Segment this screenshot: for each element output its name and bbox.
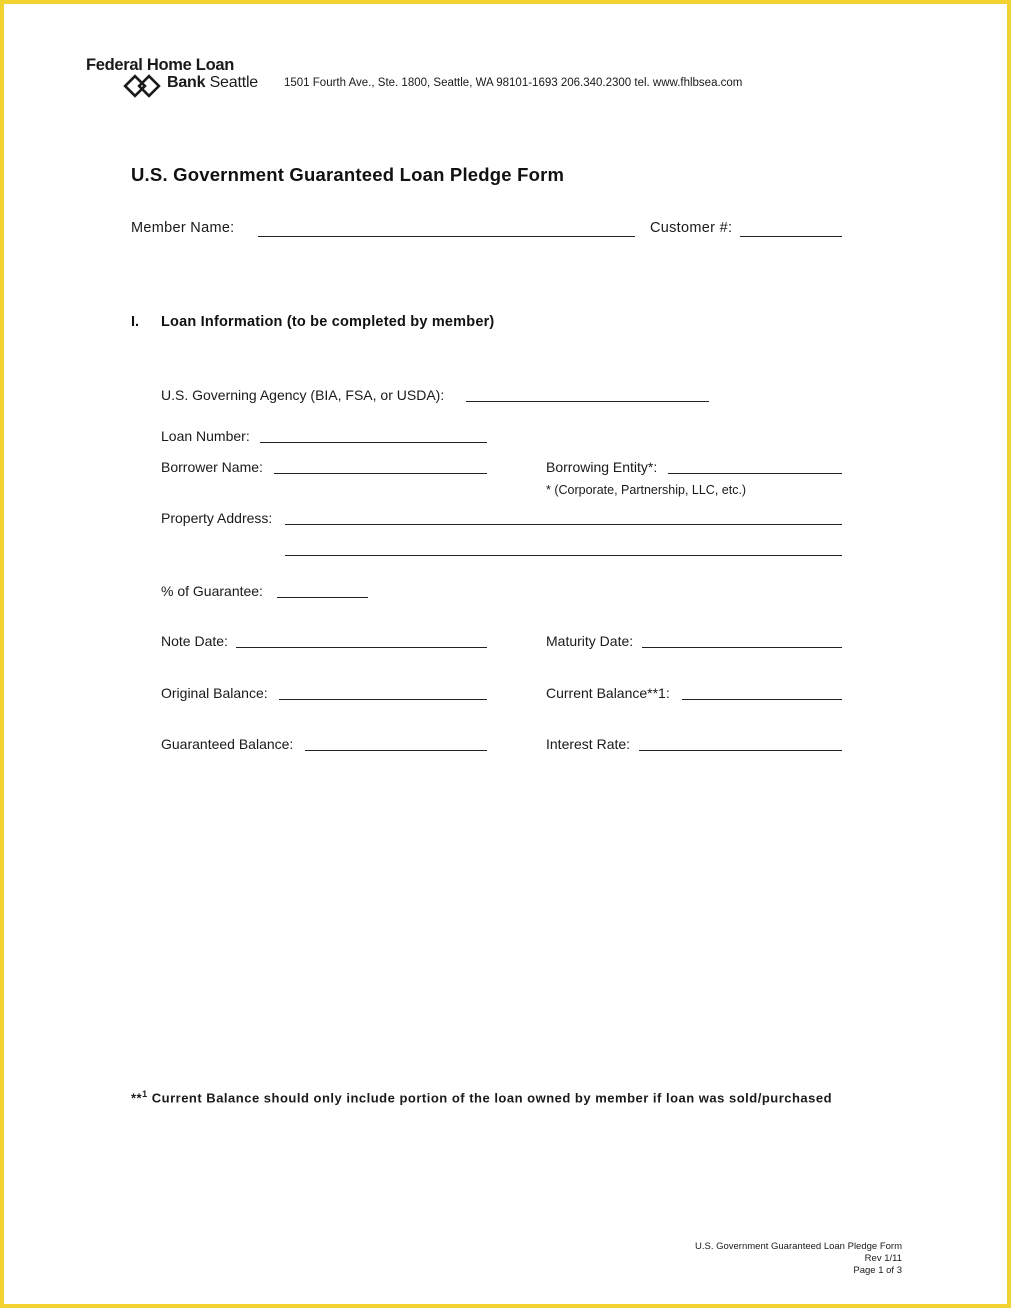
footer-page-number: Page 1 of 3 <box>853 1265 902 1276</box>
footnote <box>131 1089 832 1105</box>
org-address: 1501 Fourth Ave., Ste. 1800, Seattle, WA 98101-1693 206.340.2300 tel. www.fhlbsea.com <box>284 77 743 89</box>
property-address-field-2[interactable] <box>285 555 842 556</box>
loan-number-field[interactable] <box>260 442 487 443</box>
agency-label: U.S. Governing Agency (BIA, FSA, or USDA): <box>161 387 445 403</box>
org-name-seattle: Seattle <box>209 74 258 91</box>
section-number: I. <box>131 314 140 330</box>
customer-number-label: Customer #: <box>650 220 733 236</box>
footnote-text: Current Balance should only include portion of the loan owned by member if loan was sold/purchased <box>147 1090 833 1106</box>
entity-note: * (Corporate, Partnership, LLC, etc.) <box>546 483 747 497</box>
section-title: Loan Information (to be completed by member) <box>161 314 495 330</box>
footnote-marker: ** <box>131 1090 143 1106</box>
original-balance-field[interactable] <box>279 699 487 700</box>
org-name-bank: Bank <box>167 74 206 91</box>
guaranteed-balance-label: Guaranteed Balance: <box>161 736 294 752</box>
interest-rate-label: Interest Rate: <box>546 736 631 752</box>
property-address-field-1[interactable] <box>285 524 842 525</box>
guarantee-field[interactable] <box>277 597 368 598</box>
member-name-label: Member Name: <box>131 220 235 236</box>
customer-number-field[interactable] <box>740 236 842 237</box>
org-name-line1: Federal Home Loan <box>86 56 235 74</box>
current-balance-field[interactable] <box>682 699 842 700</box>
member-name-field[interactable] <box>258 236 635 237</box>
fhlb-logo-icon <box>122 74 164 100</box>
borrower-name-field[interactable] <box>274 473 487 474</box>
loan-number-label: Loan Number: <box>161 428 250 444</box>
maturity-date-field[interactable] <box>642 647 842 648</box>
interest-rate-field[interactable] <box>639 750 842 751</box>
property-address-label: Property Address: <box>161 510 273 526</box>
footer-form-name: U.S. Government Guaranteed Loan Pledge Form <box>694 1241 902 1252</box>
org-name-line2 <box>167 74 258 92</box>
original-balance-label: Original Balance: <box>161 685 268 701</box>
note-date-label: Note Date: <box>161 633 228 649</box>
guarantee-label: % of Guarantee: <box>161 583 263 599</box>
borrower-name-label: Borrower Name: <box>161 459 263 475</box>
footnote-sup: 1 <box>142 1089 148 1099</box>
form-title: U.S. Government Guaranteed Loan Pledge Form <box>131 164 565 185</box>
current-balance-label: Current Balance**1: <box>546 685 670 701</box>
footer-revision: Rev 1/11 <box>864 1253 902 1264</box>
guaranteed-balance-field[interactable] <box>305 750 487 751</box>
borrowing-entity-field[interactable] <box>668 473 842 474</box>
agency-field[interactable] <box>466 401 709 402</box>
maturity-date-label: Maturity Date: <box>546 633 634 649</box>
borrowing-entity-label: Borrowing Entity*: <box>546 459 658 475</box>
note-date-field[interactable] <box>236 647 487 648</box>
